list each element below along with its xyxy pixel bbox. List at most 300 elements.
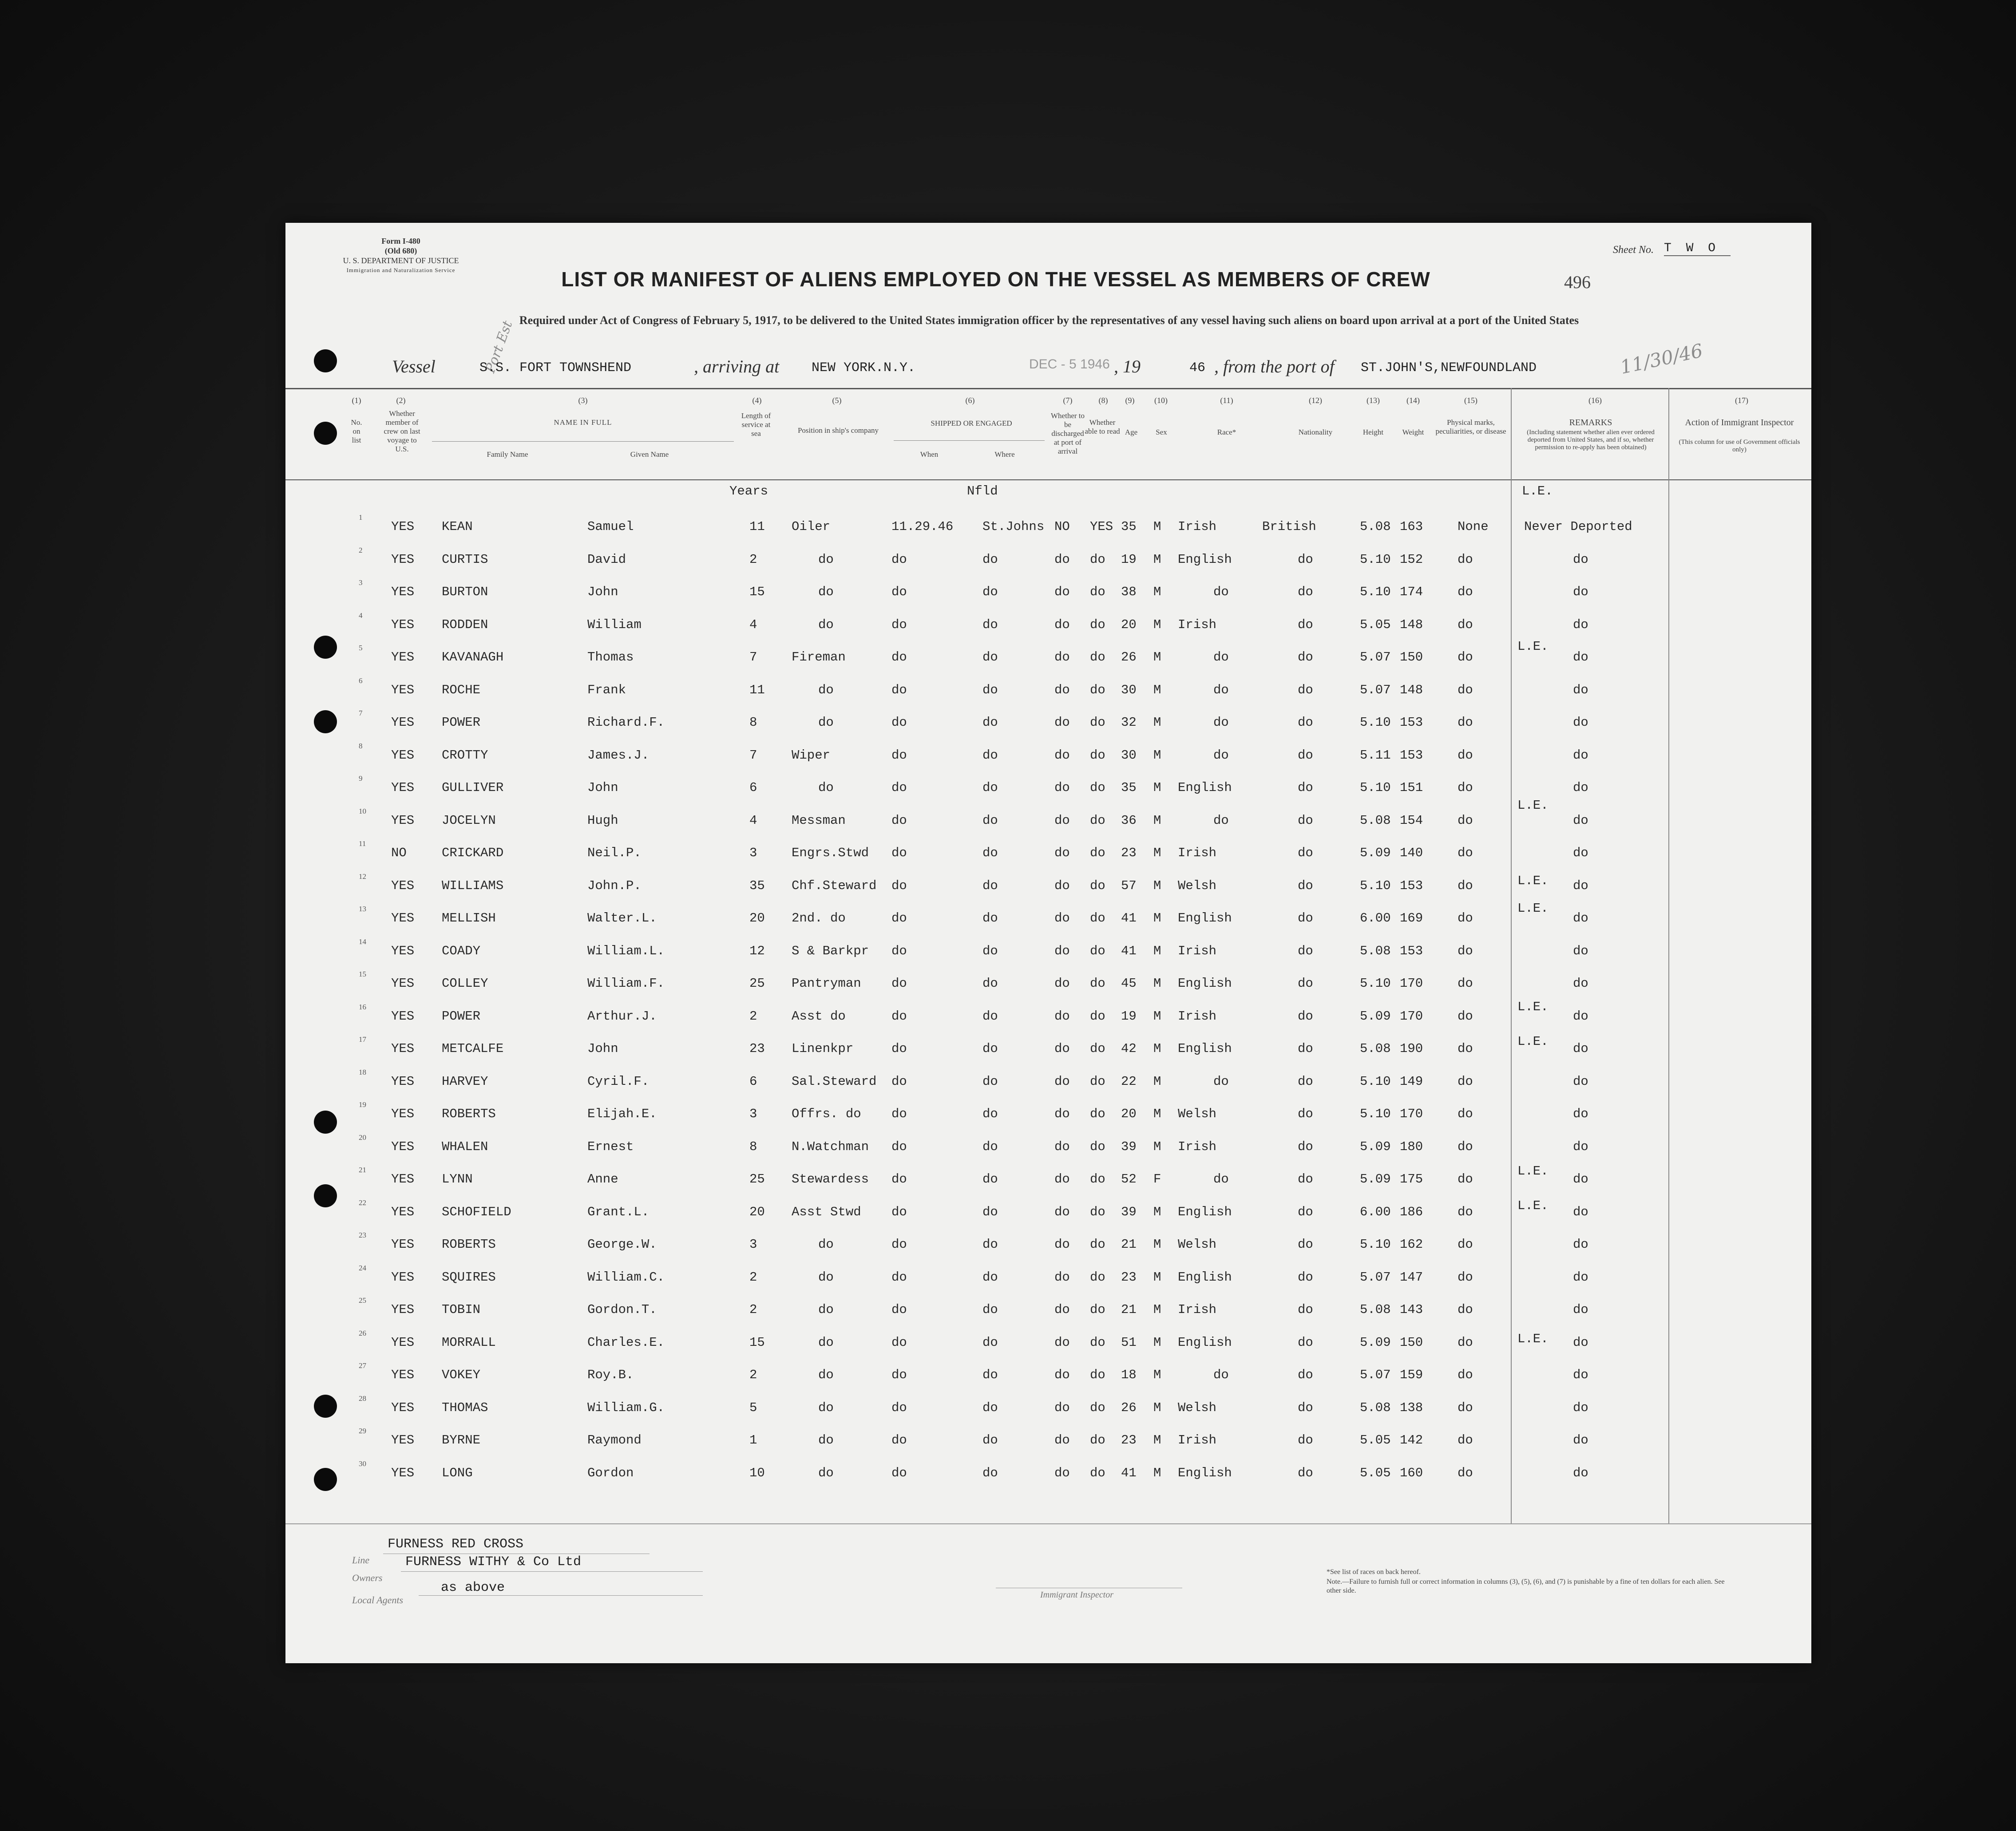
cell-weight: 169	[1400, 911, 1423, 925]
cell-shipped-when: do	[891, 911, 907, 925]
row-number: 22	[359, 1198, 366, 1207]
row-number: 30	[359, 1459, 366, 1468]
cell-length-of-service: 3	[749, 846, 757, 860]
row-number: 21	[359, 1166, 366, 1174]
cell-remarks: do	[1573, 813, 1588, 828]
cell-given-name: Charles.E.	[587, 1335, 665, 1350]
cell-race: do	[1213, 1074, 1229, 1089]
cell-shipped-where: do	[982, 878, 998, 893]
cell-height: 5.08	[1360, 519, 1391, 534]
cell-sex: M	[1153, 748, 1161, 763]
cell-member-last-voyage: YES	[391, 552, 415, 567]
cell-remarks: do	[1573, 1074, 1588, 1089]
cell-discharged: do	[1054, 585, 1070, 599]
cell-able-to-read: do	[1090, 1302, 1105, 1317]
col-head-read: Whether able to read	[1085, 418, 1120, 435]
cell-physical-marks: do	[1458, 846, 1473, 860]
cell-family-name: WILLIAMS	[442, 878, 504, 893]
cell-member-last-voyage: YES	[391, 1205, 415, 1219]
cell-race: Welsh	[1178, 878, 1217, 893]
cell-discharged: do	[1054, 1074, 1070, 1089]
cell-age: 41	[1121, 944, 1137, 958]
row-number: 26	[359, 1329, 366, 1337]
cell-position: Linenkpr	[792, 1041, 854, 1056]
from-port-label: , from the port of	[1214, 356, 1335, 376]
col-head-name: NAME IN FULL	[554, 418, 612, 427]
cell-remarks: do	[1573, 1466, 1588, 1480]
cell-weight: 153	[1400, 878, 1423, 893]
cell-shipped-where: do	[982, 1172, 998, 1186]
cell-able-to-read: do	[1090, 813, 1105, 828]
cell-family-name: HARVEY	[442, 1074, 488, 1089]
le-mark: L.E.	[1517, 639, 1549, 654]
cell-member-last-voyage: YES	[391, 1466, 415, 1480]
cell-shipped-when: do	[891, 585, 907, 599]
cell-discharged: NO	[1054, 519, 1070, 534]
cell-sex: M	[1153, 585, 1161, 599]
cell-nationality: do	[1298, 780, 1313, 795]
col-num-10: (10)	[1154, 396, 1168, 405]
cell-length-of-service: 7	[749, 650, 757, 664]
cell-member-last-voyage: YES	[391, 650, 415, 664]
cell-sex: M	[1153, 878, 1161, 893]
cell-nationality: do	[1298, 1400, 1313, 1415]
cell-age: 57	[1121, 878, 1137, 893]
cell-position: do	[818, 1335, 834, 1350]
cell-physical-marks: do	[1458, 911, 1473, 925]
cell-member-last-voyage: YES	[391, 1335, 415, 1350]
cell-given-name: Walter.L.	[587, 911, 657, 925]
vessel-label: Vessel	[392, 356, 436, 376]
owners-label: Owners	[352, 1572, 383, 1583]
cell-family-name: LONG	[442, 1466, 473, 1480]
cell-family-name: POWER	[442, 1009, 481, 1024]
col-num-3: (3)	[578, 396, 588, 405]
cell-length-of-service: 6	[749, 1074, 757, 1089]
col-head-action-sub: (This column for use of Government officials only)	[1679, 439, 1800, 453]
cell-shipped-when: do	[891, 846, 907, 860]
cell-given-name: Arthur.J.	[587, 1009, 657, 1024]
cell-sex: M	[1153, 1107, 1161, 1121]
cell-length-of-service: 1	[749, 1433, 757, 1447]
cell-shipped-where: do	[982, 617, 998, 632]
cell-sex: M	[1153, 846, 1161, 860]
cell-member-last-voyage: YES	[391, 1400, 415, 1415]
from-port: ST.JOHN'S,NEWFOUNDLAND	[1361, 360, 1537, 376]
col-head-action: Action of Immigrant Inspector	[1685, 418, 1794, 427]
row-number: 10	[359, 807, 366, 815]
cell-position: N.Watchman	[792, 1139, 869, 1154]
cell-height: 5.10	[1360, 1107, 1391, 1121]
cell-shipped-when: do	[891, 1172, 907, 1186]
cell-discharged: do	[1054, 1270, 1070, 1285]
cell-weight: 152	[1400, 552, 1423, 567]
cell-race: do	[1213, 650, 1229, 664]
col-head-given: Given Name	[630, 450, 669, 459]
cell-age: 38	[1121, 585, 1137, 599]
cell-height: 5.10	[1360, 976, 1391, 991]
cell-remarks: do	[1573, 1041, 1588, 1056]
cell-discharged: do	[1054, 1335, 1070, 1350]
cell-discharged: do	[1054, 944, 1070, 958]
cell-family-name: JOCELYN	[442, 813, 496, 828]
cell-sex: M	[1153, 1009, 1161, 1024]
cell-able-to-read: do	[1090, 585, 1105, 599]
cell-family-name: WHALEN	[442, 1139, 488, 1154]
cell-remarks: do	[1573, 715, 1588, 730]
cell-given-name: George.W.	[587, 1237, 657, 1252]
cell-remarks: do	[1573, 878, 1588, 893]
cell-physical-marks: do	[1458, 1074, 1473, 1089]
cell-length-of-service: 2	[749, 1368, 757, 1382]
year-prefix: , 19	[1114, 356, 1141, 376]
col-head-discharged: Whether to be discharged at port of arrival	[1051, 411, 1085, 455]
cell-height: 5.07	[1360, 1270, 1391, 1285]
cell-height: 5.07	[1360, 683, 1391, 697]
col-head-nationality: Nationality	[1298, 428, 1333, 436]
cell-weight: 153	[1400, 748, 1423, 763]
cell-given-name: John	[587, 1041, 618, 1056]
table-bottom-rule	[285, 1523, 1811, 1524]
cell-weight: 147	[1400, 1270, 1423, 1285]
cell-position: do	[818, 617, 834, 632]
cell-nationality: do	[1298, 1433, 1313, 1447]
cell-able-to-read: do	[1090, 617, 1105, 632]
cell-given-name: Cyril.F.	[587, 1074, 650, 1089]
cell-member-last-voyage: YES	[391, 1139, 415, 1154]
cell-length-of-service: 35	[749, 878, 765, 893]
cell-given-name: William.L.	[587, 944, 665, 958]
cell-length-of-service: 4	[749, 813, 757, 828]
cell-position: Messman	[792, 813, 846, 828]
cell-given-name: Richard.F.	[587, 715, 665, 730]
cell-nationality: do	[1298, 585, 1313, 599]
cell-weight: 160	[1400, 1466, 1423, 1480]
cell-nationality: do	[1298, 1335, 1313, 1350]
cell-length-of-service: 20	[749, 911, 765, 925]
line-value: FURNESS RED CROSS	[388, 1537, 524, 1552]
cell-able-to-read: do	[1090, 1074, 1105, 1089]
cell-height: 5.08	[1360, 944, 1391, 958]
cell-member-last-voyage: YES	[391, 976, 415, 991]
inspector-label: Immigrant Inspector	[1040, 1590, 1113, 1600]
cell-member-last-voyage: YES	[391, 715, 415, 730]
cell-family-name: METCALFE	[442, 1041, 504, 1056]
cell-weight: 175	[1400, 1172, 1423, 1186]
cell-remarks: do	[1573, 1009, 1588, 1024]
row-number: 16	[359, 1003, 366, 1011]
cell-shipped-where: do	[982, 1466, 998, 1480]
cell-weight: 150	[1400, 1335, 1423, 1350]
cell-remarks: do	[1573, 1107, 1588, 1121]
cell-nationality: do	[1298, 911, 1313, 925]
cell-shipped-where: do	[982, 1400, 998, 1415]
cell-given-name: William	[587, 617, 642, 632]
cell-physical-marks: None	[1458, 519, 1489, 534]
cell-weight: 153	[1400, 715, 1423, 730]
cell-position: Offrs. do	[792, 1107, 861, 1121]
le-mark-top: L.E.	[1522, 484, 1553, 498]
cell-given-name: John.P.	[587, 878, 642, 893]
col-num-5: (5)	[832, 396, 842, 405]
cell-member-last-voyage: YES	[391, 1368, 415, 1382]
cell-member-last-voyage: YES	[391, 944, 415, 958]
cell-remarks: do	[1573, 1270, 1588, 1285]
cell-remarks: do	[1573, 944, 1588, 958]
cell-race: English	[1178, 911, 1232, 925]
cell-height: 6.00	[1360, 911, 1391, 925]
cell-length-of-service: 23	[749, 1041, 765, 1056]
cell-nationality: do	[1298, 878, 1313, 893]
cell-shipped-when: do	[891, 1302, 907, 1317]
cell-physical-marks: do	[1458, 1335, 1473, 1350]
cell-physical-marks: do	[1458, 1270, 1473, 1285]
cell-weight: 163	[1400, 519, 1423, 534]
le-mark: L.E.	[1517, 1000, 1549, 1014]
row-number: 24	[359, 1264, 366, 1272]
row-number: 23	[359, 1231, 366, 1239]
cell-age: 36	[1121, 813, 1137, 828]
cell-nationality: do	[1298, 552, 1313, 567]
cell-race: Irish	[1178, 617, 1217, 632]
row-number: 2	[359, 546, 363, 554]
cell-given-name: John	[587, 585, 618, 599]
cell-age: 19	[1121, 1009, 1137, 1024]
cell-family-name: COLLEY	[442, 976, 488, 991]
cell-shipped-where: St.Johns	[982, 519, 1045, 534]
cell-family-name: POWER	[442, 715, 481, 730]
cell-height: 5.10	[1360, 878, 1391, 893]
cell-physical-marks: do	[1458, 1433, 1473, 1447]
cell-given-name: William.F.	[587, 976, 665, 991]
document-subtitle: Required under Act of Congress of February 5, 1917, to be delivered to the United States immigration officer by the representatives of any vessel having such aliens on board upon arrival at a port of the United States	[519, 314, 1579, 327]
cell-race: English	[1178, 1466, 1232, 1480]
cell-weight: 170	[1400, 1009, 1423, 1024]
cell-physical-marks: do	[1458, 552, 1473, 567]
cell-shipped-when: do	[891, 780, 907, 795]
cell-given-name: John	[587, 780, 618, 795]
cell-remarks: do	[1573, 585, 1588, 599]
col-head-service: Length of service at sea	[741, 411, 771, 438]
punch-hole	[314, 636, 337, 659]
cell-position: do	[818, 715, 834, 730]
cell-discharged: do	[1054, 911, 1070, 925]
cell-physical-marks: do	[1458, 944, 1473, 958]
cell-height: 5.09	[1360, 1172, 1391, 1186]
cell-sex: M	[1153, 976, 1161, 991]
cell-shipped-where: do	[982, 552, 998, 567]
cell-sex: M	[1153, 1270, 1161, 1285]
cell-given-name: David	[587, 552, 626, 567]
nfld-label: Nfld	[967, 484, 998, 498]
cell-length-of-service: 10	[749, 1466, 765, 1480]
cell-position: Pantryman	[792, 976, 861, 991]
cell-remarks: do	[1573, 780, 1588, 795]
cell-length-of-service: 7	[749, 748, 757, 763]
document-title: LIST OR MANIFEST OF ALIENS EMPLOYED ON THE VESSEL AS MEMBERS OF CREW	[561, 268, 1430, 291]
cell-discharged: do	[1054, 1302, 1070, 1317]
col-head-when: When	[920, 450, 939, 459]
cell-able-to-read: do	[1090, 715, 1105, 730]
cell-discharged: do	[1054, 683, 1070, 697]
cell-height: 6.00	[1360, 1205, 1391, 1219]
cell-able-to-read: YES	[1090, 519, 1113, 534]
cell-shipped-where: do	[982, 1107, 998, 1121]
cell-able-to-read: do	[1090, 1205, 1105, 1219]
races-note: *See list of races on back hereof.	[1327, 1568, 1421, 1576]
cell-member-last-voyage: YES	[391, 683, 415, 697]
cell-given-name: Gordon	[587, 1466, 634, 1480]
cell-physical-marks: do	[1458, 878, 1473, 893]
cell-age: 52	[1121, 1172, 1137, 1186]
cell-position: do	[818, 1368, 834, 1382]
cell-remarks: do	[1573, 683, 1588, 697]
col-sep	[1668, 388, 1669, 1523]
le-mark: L.E.	[1517, 874, 1549, 888]
cell-age: 45	[1121, 976, 1137, 991]
cell-nationality: do	[1298, 683, 1313, 697]
cell-position: Asst do	[792, 1009, 846, 1024]
cell-physical-marks: do	[1458, 1107, 1473, 1121]
cell-age: 35	[1121, 780, 1137, 795]
owners-underline	[401, 1571, 703, 1572]
cell-weight: 170	[1400, 976, 1423, 991]
cell-weight: 154	[1400, 813, 1423, 828]
cell-family-name: GULLIVER	[442, 780, 504, 795]
cell-height: 5.10	[1360, 1074, 1391, 1089]
cell-race: Irish	[1178, 1009, 1217, 1024]
vessel-name: S.S. FORT TOWNSHEND	[479, 360, 632, 376]
cell-race: English	[1178, 1270, 1232, 1285]
col-head-where: Where	[994, 450, 1015, 459]
cell-position: Stewardess	[792, 1172, 869, 1186]
le-mark: L.E.	[1517, 1034, 1549, 1049]
cell-nationality: do	[1298, 1074, 1313, 1089]
cell-physical-marks: do	[1458, 976, 1473, 991]
cell-remarks: do	[1573, 1205, 1588, 1219]
cell-family-name: VOKEY	[442, 1368, 481, 1382]
cell-length-of-service: 25	[749, 1172, 765, 1186]
cell-shipped-where: do	[982, 944, 998, 958]
col-num-7: (7)	[1063, 396, 1073, 405]
col-head-position: Position in ship's company	[797, 426, 879, 435]
cell-height: 5.10	[1360, 780, 1391, 795]
cell-height: 5.08	[1360, 813, 1391, 828]
cell-discharged: do	[1054, 748, 1070, 763]
cell-height: 5.05	[1360, 617, 1391, 632]
cell-nationality: do	[1298, 1302, 1313, 1317]
cell-length-of-service: 3	[749, 1107, 757, 1121]
cell-able-to-read: do	[1090, 552, 1105, 567]
cell-member-last-voyage: YES	[391, 1009, 415, 1024]
cell-sex: F	[1153, 1172, 1161, 1186]
cell-member-last-voyage: YES	[391, 519, 415, 534]
row-number: 6	[359, 676, 363, 685]
cell-physical-marks: do	[1458, 683, 1473, 697]
cell-physical-marks: do	[1458, 1466, 1473, 1480]
cell-member-last-voyage: YES	[391, 1041, 415, 1056]
row-number: 9	[359, 774, 363, 783]
cell-family-name: CROTTY	[442, 748, 488, 763]
cell-discharged: do	[1054, 1009, 1070, 1024]
cell-family-name: SQUIRES	[442, 1270, 496, 1285]
cell-remarks: do	[1573, 1335, 1588, 1350]
header-bottom-rule	[285, 479, 1811, 480]
cell-position: do	[818, 1270, 834, 1285]
cell-remarks: do	[1573, 1433, 1588, 1447]
punch-hole	[314, 1395, 337, 1418]
cell-shipped-where: do	[982, 1009, 998, 1024]
cell-weight: 140	[1400, 846, 1423, 860]
cell-shipped-when: do	[891, 1270, 907, 1285]
cell-able-to-read: do	[1090, 1009, 1105, 1024]
punch-hole	[314, 422, 337, 445]
row-number: 14	[359, 937, 366, 946]
cell-member-last-voyage: YES	[391, 1172, 415, 1186]
cell-able-to-read: do	[1090, 1368, 1105, 1382]
cell-family-name: CRICKARD	[442, 846, 504, 860]
cell-member-last-voyage: YES	[391, 1237, 415, 1252]
cell-shipped-where: do	[982, 976, 998, 991]
cell-shipped-where: do	[982, 748, 998, 763]
cell-shipped-where: do	[982, 780, 998, 795]
cell-sex: M	[1153, 780, 1161, 795]
cell-shipped-when: do	[891, 1237, 907, 1252]
cell-discharged: do	[1054, 1107, 1070, 1121]
cell-remarks: do	[1573, 1400, 1588, 1415]
cell-given-name: Samuel	[587, 519, 634, 534]
cell-able-to-read: do	[1090, 780, 1105, 795]
cell-shipped-when: do	[891, 1139, 907, 1154]
cell-age: 20	[1121, 1107, 1137, 1121]
le-mark: L.E.	[1517, 1332, 1549, 1346]
cell-length-of-service: 6	[749, 780, 757, 795]
cell-weight: 151	[1400, 780, 1423, 795]
arriving-label: , arriving at	[694, 356, 780, 376]
pencil-annotation: Port Est	[482, 319, 516, 375]
cell-discharged: do	[1054, 878, 1070, 893]
cell-length-of-service: 8	[749, 1139, 757, 1154]
col-head-member: Whether member of crew on last voyage to U.S.	[384, 409, 420, 453]
cell-sex: M	[1153, 813, 1161, 828]
cell-able-to-read: do	[1090, 1107, 1105, 1121]
agents-label: Local Agents	[352, 1594, 404, 1606]
row-number: 11	[359, 839, 366, 848]
cell-length-of-service: 20	[749, 1205, 765, 1219]
row-number: 8	[359, 742, 363, 750]
row-number: 1	[359, 513, 363, 522]
cell-sex: M	[1153, 1466, 1161, 1480]
col-head-sex: Sex	[1156, 428, 1167, 436]
agents-underline	[419, 1595, 703, 1596]
cell-remarks: do	[1573, 1368, 1588, 1382]
cell-physical-marks: do	[1458, 1302, 1473, 1317]
col-num-9: (9)	[1125, 396, 1135, 405]
cell-sex: M	[1153, 650, 1161, 664]
cell-height: 5.10	[1360, 585, 1391, 599]
cell-given-name: Ernest	[587, 1139, 634, 1154]
cell-race: do	[1213, 715, 1229, 730]
row-number: 17	[359, 1035, 366, 1044]
cell-length-of-service: 2	[749, 552, 757, 567]
cell-length-of-service: 2	[749, 1270, 757, 1285]
cell-member-last-voyage: YES	[391, 1302, 415, 1317]
cell-discharged: do	[1054, 1368, 1070, 1382]
cell-shipped-where: do	[982, 1368, 998, 1382]
cell-age: 23	[1121, 1433, 1137, 1447]
cell-weight: 142	[1400, 1433, 1423, 1447]
punch-hole	[314, 349, 337, 372]
